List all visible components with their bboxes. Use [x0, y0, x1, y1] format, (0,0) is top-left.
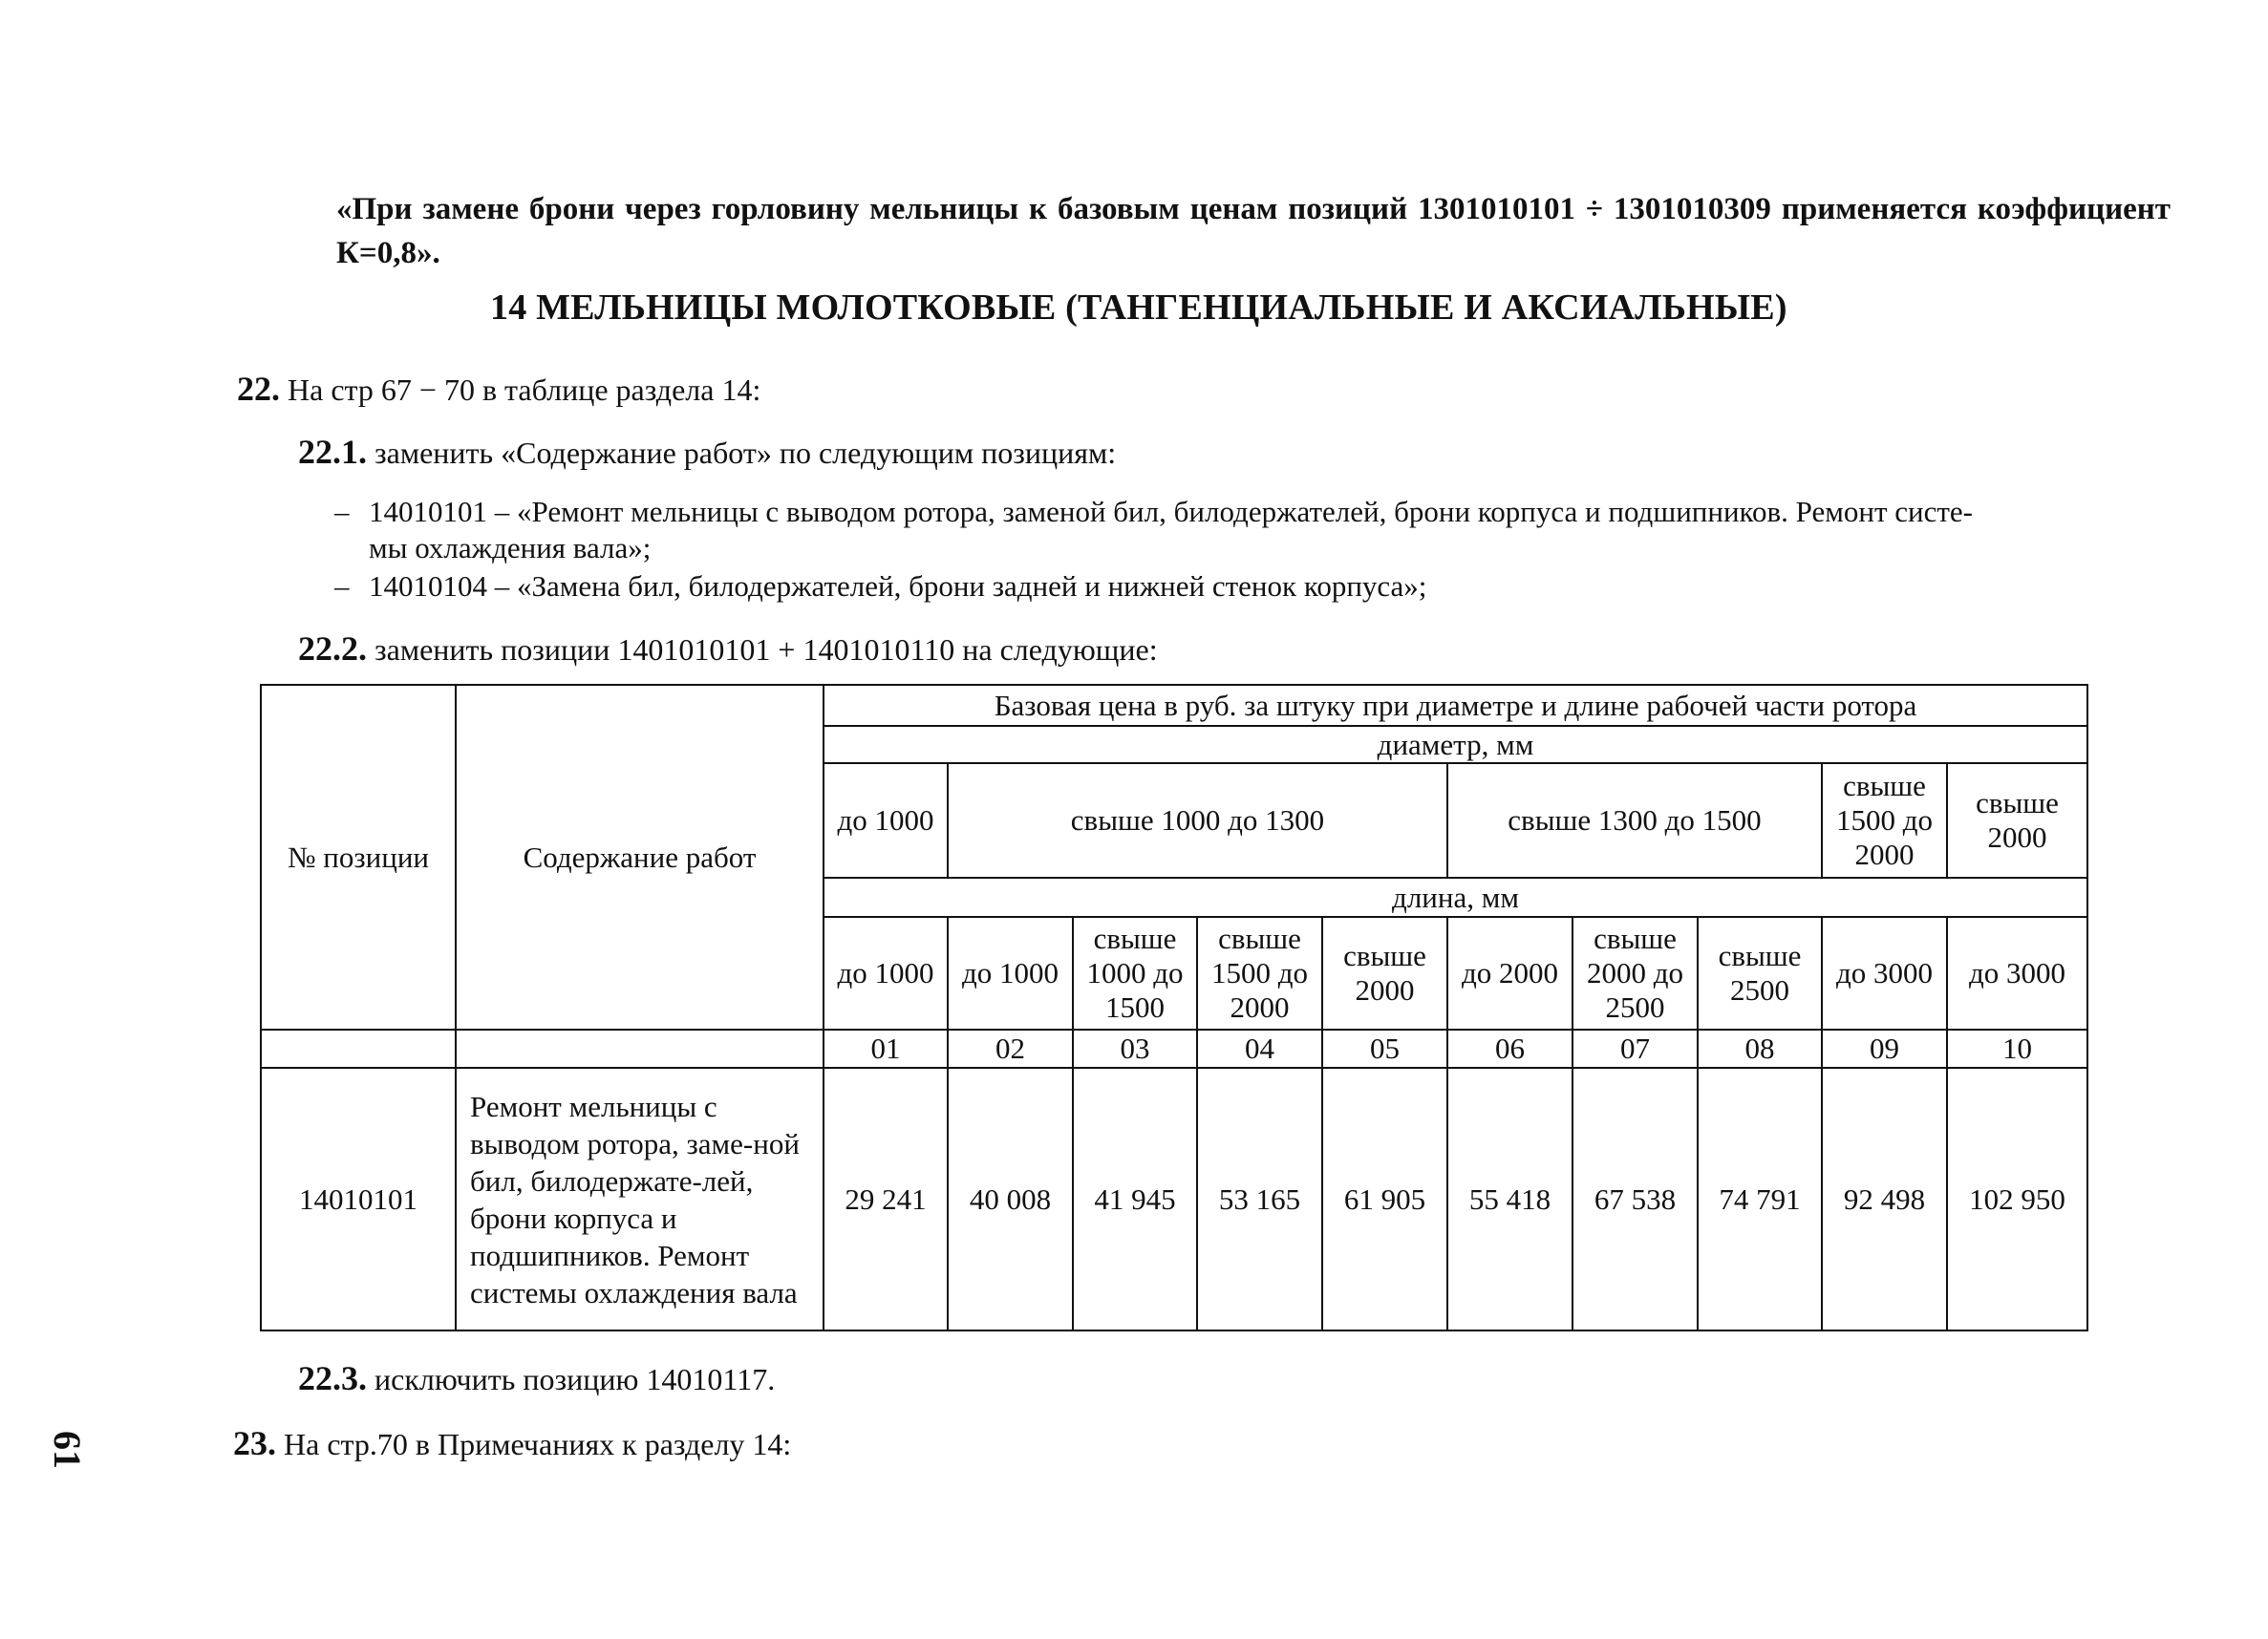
- column-code: 03: [1073, 1030, 1197, 1068]
- length-col-04: свыше 1500 до 2000: [1197, 917, 1322, 1030]
- bullet-item-2: [334, 569, 1426, 604]
- length-col-08: свыше 2500: [1698, 917, 1822, 1030]
- header-diameter: диаметр, мм: [824, 726, 2087, 763]
- item-22-1: [298, 432, 1116, 472]
- section-heading: 14 МЕЛЬНИЦЫ МОЛОТКОВЫЕ (ТАНГЕНЦИАЛЬНЫЕ И АКСИАЛЬНЫЕ): [490, 287, 1787, 328]
- bullet-item-1-continuation: мы охлаждения вала»;: [369, 531, 652, 564]
- header-position: № позиции: [261, 685, 456, 1030]
- item-text: исключить позицию 14010117.: [374, 1362, 776, 1396]
- item-text: заменить «Содержание работ» по следующим позициям:: [374, 436, 1117, 470]
- price-table: [260, 684, 2088, 1331]
- bullet-item-1: [334, 495, 1973, 529]
- intro-paragraph: [336, 187, 2171, 275]
- page-number: 61: [46, 1431, 89, 1469]
- diameter-group-5: свыше 2000: [1947, 763, 2087, 878]
- column-code: 06: [1447, 1030, 1573, 1068]
- row-work-content: Ремонт мельницы с выводом ротора, заме-ной бил, билодержате-лей, брони корпуса и подшипников. Ремонт системы охлаждения вала: [456, 1068, 824, 1330]
- column-code: 09: [1822, 1030, 1947, 1068]
- bullet-text: 14010104 – «Замена бил, билодержателей, брони задней и нижней стенок корпуса»;: [369, 569, 1427, 603]
- column-code: 08: [1698, 1030, 1822, 1068]
- column-code: 10: [1947, 1030, 2087, 1068]
- header-position-spacer: [261, 1030, 456, 1068]
- length-col-01: до 1000: [824, 917, 948, 1030]
- item-number: 23.: [233, 1424, 276, 1462]
- column-code: 07: [1573, 1030, 1698, 1068]
- price-cell: 55 418: [1447, 1068, 1573, 1330]
- length-col-09: до 3000: [1822, 917, 1947, 1030]
- header-length: длина, мм: [824, 878, 2087, 917]
- item-22: [237, 369, 760, 409]
- bullet-text: 14010101 – «Ремонт мельницы с выводом ротора, заменой бил, билодержателей, брони корпуса и подшипников. Ремонт систе-: [369, 495, 1974, 528]
- price-cell: 74 791: [1698, 1068, 1822, 1330]
- length-col-05: свыше 2000: [1322, 917, 1447, 1030]
- dash-mark: –: [334, 569, 350, 603]
- length-col-07: свыше 2000 до 2500: [1573, 917, 1698, 1030]
- column-code: 04: [1197, 1030, 1322, 1068]
- diameter-group-4: свыше 1500 до 2000: [1822, 763, 1947, 878]
- price-cell: 92 498: [1822, 1068, 1947, 1330]
- table-row: [261, 1068, 2087, 1330]
- item-number: 22.3.: [298, 1359, 367, 1397]
- item-23: [233, 1423, 791, 1463]
- dash-mark: –: [334, 495, 350, 528]
- length-col-06: до 2000: [1447, 917, 1573, 1030]
- item-text: заменить позиции 1401010101 + 1401010110 на следующие:: [374, 632, 1158, 667]
- intro-line-2: К=0,8».: [336, 236, 440, 270]
- item-number: 22.: [237, 370, 280, 408]
- item-number: 22.1.: [298, 433, 367, 471]
- row-position: 14010101: [261, 1068, 456, 1330]
- item-22-2: [298, 628, 1158, 669]
- diameter-group-3: свыше 1300 до 1500: [1447, 763, 1822, 878]
- price-cell: 41 945: [1073, 1068, 1197, 1330]
- price-cell: 53 165: [1197, 1068, 1322, 1330]
- column-code: 05: [1322, 1030, 1447, 1068]
- length-col-03: свыше 1000 до 1500: [1073, 917, 1197, 1030]
- intro-line-1: «При замене брони через горловину мельницы к базовым ценам позиций 1301010101 ÷ 1301010309 применяется коэффициент: [336, 192, 2171, 226]
- price-cell: 61 905: [1322, 1068, 1447, 1330]
- header-work: Содержание работ: [456, 685, 824, 1030]
- item-number: 22.2.: [298, 629, 367, 668]
- item-text: На стр.70 в Примечаниях к разделу 14:: [284, 1427, 792, 1461]
- item-text: На стр 67 − 70 в таблице раздела 14:: [288, 372, 761, 407]
- price-cell: 40 008: [948, 1068, 1073, 1330]
- column-code: 01: [824, 1030, 948, 1068]
- price-cell: 102 950: [1947, 1068, 2087, 1330]
- length-col-02: до 1000: [948, 917, 1073, 1030]
- diameter-group-1: до 1000: [824, 763, 948, 878]
- header-work-spacer: [456, 1030, 824, 1068]
- diameter-group-2: свыше 1000 до 1300: [948, 763, 1447, 878]
- item-22-3: [298, 1358, 775, 1398]
- price-cell: 67 538: [1573, 1068, 1698, 1330]
- length-col-10: до 3000: [1947, 917, 2087, 1030]
- header-base-price: Базовая цена в руб. за штуку при диаметре и длине рабочей части ротора: [824, 685, 2087, 726]
- price-cell: 29 241: [824, 1068, 948, 1330]
- column-code: 02: [948, 1030, 1073, 1068]
